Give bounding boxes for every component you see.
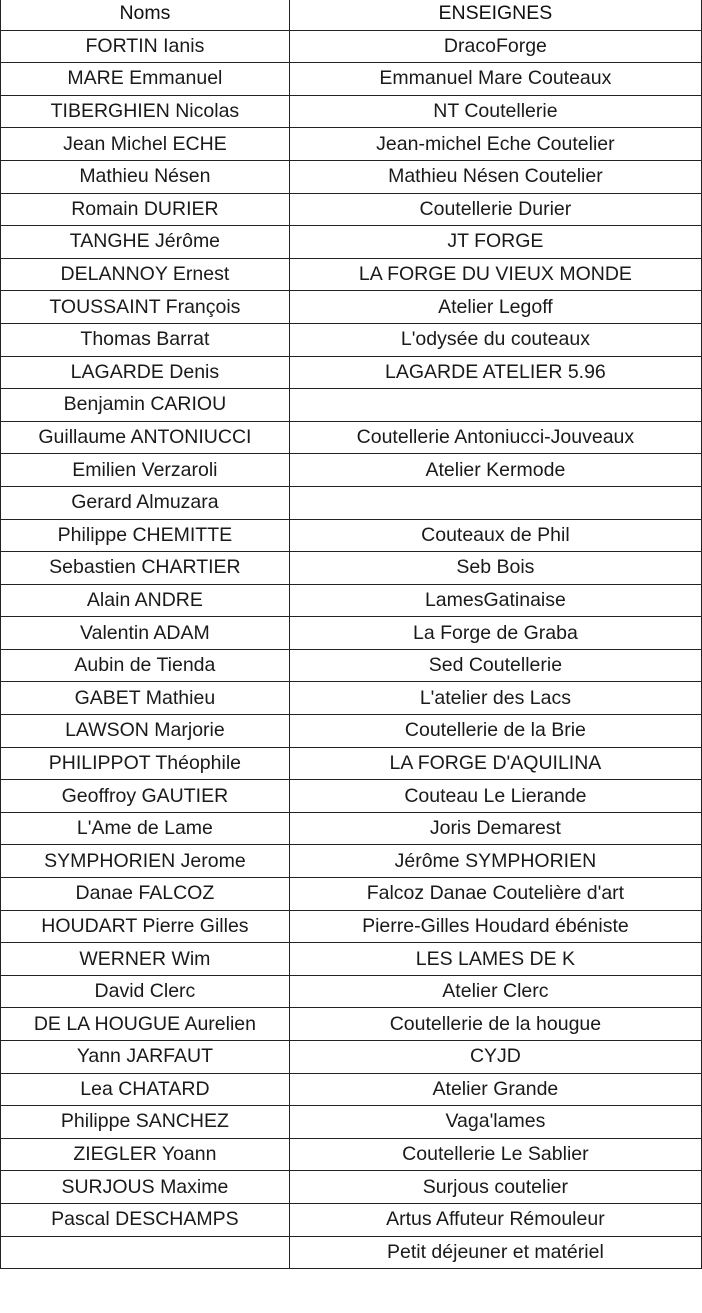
cell-nom: Philippe SANCHEZ: [1, 1106, 290, 1139]
cell-enseigne: Seb Bois: [289, 552, 701, 585]
table-row: [1, 1041, 702, 1074]
cell-enseigne: Joris Demarest: [289, 812, 701, 845]
table-row: [1, 95, 702, 128]
cell-enseigne: Atelier Grande: [289, 1073, 701, 1106]
table-row: [1, 1008, 702, 1041]
cell-nom: SYMPHORIEN Jerome: [1, 845, 290, 878]
table-row: [1, 258, 702, 291]
table-row: [1, 617, 702, 650]
cell-nom: L'Ame de Lame: [1, 812, 290, 845]
cell-enseigne: Jean-michel Eche Coutelier: [289, 128, 701, 161]
table-row: [1, 128, 702, 161]
cell-enseigne: Coutellerie Durier: [289, 193, 701, 226]
cell-enseigne: Atelier Kermode: [289, 454, 701, 487]
cell-enseigne: Atelier Legoff: [289, 291, 701, 324]
table-row: [1, 747, 702, 780]
cell-enseigne: Surjous coutelier: [289, 1171, 701, 1204]
table-row: [1, 160, 702, 193]
cell-nom: TANGHE Jérôme: [1, 226, 290, 259]
header-row: [1, 0, 702, 30]
table-row: [1, 1203, 702, 1236]
cell-enseigne: Jérôme SYMPHORIEN: [289, 845, 701, 878]
table-row: [1, 715, 702, 748]
table-row: [1, 910, 702, 943]
cell-enseigne: DracoForge: [289, 30, 701, 63]
cell-nom: Sebastien CHARTIER: [1, 552, 290, 585]
cell-nom: Romain DURIER: [1, 193, 290, 226]
table-row: [1, 454, 702, 487]
cell-nom: Philippe CHEMITTE: [1, 519, 290, 552]
cell-enseigne: Vaga'lames: [289, 1106, 701, 1139]
cell-nom: Gerard Almuzara: [1, 486, 290, 519]
table-row: [1, 682, 702, 715]
cell-nom: DE LA HOUGUE Aurelien: [1, 1008, 290, 1041]
cell-nom: Geoffroy GAUTIER: [1, 780, 290, 813]
cell-enseigne: Coutellerie Antoniucci-Jouveaux: [289, 421, 701, 454]
cell-nom: Danae FALCOZ: [1, 878, 290, 911]
cell-enseigne: Pierre-Gilles Houdard ébéniste: [289, 910, 701, 943]
cell-enseigne: Coutellerie de la hougue: [289, 1008, 701, 1041]
cell-nom: TOUSSAINT François: [1, 291, 290, 324]
cell-enseigne: Emmanuel Mare Couteaux: [289, 63, 701, 96]
cell-enseigne: LES LAMES DE K: [289, 943, 701, 976]
cell-enseigne: La Forge de Graba: [289, 617, 701, 650]
table-body: [1, 0, 702, 1269]
table-row: [1, 63, 702, 96]
table-row: [1, 291, 702, 324]
cell-enseigne: CYJD: [289, 1041, 701, 1074]
cell-nom: Yann JARFAUT: [1, 1041, 290, 1074]
cell-nom: Aubin de Tienda: [1, 649, 290, 682]
table-row: [1, 552, 702, 585]
cell-nom: MARE Emmanuel: [1, 63, 290, 96]
header-noms: Noms: [1, 0, 290, 30]
cell-enseigne: Mathieu Nésen Coutelier: [289, 160, 701, 193]
cell-nom: FORTIN Ianis: [1, 30, 290, 63]
cell-enseigne: Artus Affuteur Rémouleur: [289, 1203, 701, 1236]
cell-enseigne: Couteau Le Lierande: [289, 780, 701, 813]
cell-enseigne: LA FORGE DU VIEUX MONDE: [289, 258, 701, 291]
table-row: [1, 323, 702, 356]
cell-nom: Thomas Barrat: [1, 323, 290, 356]
table-row: [1, 356, 702, 389]
cell-enseigne: JT FORGE: [289, 226, 701, 259]
cell-nom: Guillaume ANTONIUCCI: [1, 421, 290, 454]
cell-enseigne: [289, 389, 701, 422]
cell-nom: Pascal DESCHAMPS: [1, 1203, 290, 1236]
table-row: [1, 519, 702, 552]
cell-nom: LAGARDE Denis: [1, 356, 290, 389]
cell-enseigne: Petit déjeuner et matériel: [289, 1236, 701, 1269]
table-row: [1, 1236, 702, 1269]
cell-nom: Valentin ADAM: [1, 617, 290, 650]
cell-nom: Jean Michel ECHE: [1, 128, 290, 161]
cell-nom: [1, 1236, 290, 1269]
header-enseignes: ENSEIGNES: [289, 0, 701, 30]
cell-nom: Lea CHATARD: [1, 1073, 290, 1106]
cell-nom: Benjamin CARIOU: [1, 389, 290, 422]
table-row: [1, 845, 702, 878]
table-row: [1, 1171, 702, 1204]
table-row: [1, 226, 702, 259]
cell-enseigne: LA FORGE D'AQUILINA: [289, 747, 701, 780]
cell-nom: SURJOUS Maxime: [1, 1171, 290, 1204]
cell-enseigne: NT Coutellerie: [289, 95, 701, 128]
cell-enseigne: LAGARDE ATELIER 5.96: [289, 356, 701, 389]
cell-enseigne: Sed Coutellerie: [289, 649, 701, 682]
table-row: [1, 1138, 702, 1171]
table-row: [1, 878, 702, 911]
cell-enseigne: Coutellerie Le Sablier: [289, 1138, 701, 1171]
cell-nom: Emilien Verzaroli: [1, 454, 290, 487]
table-row: [1, 1106, 702, 1139]
cell-nom: GABET Mathieu: [1, 682, 290, 715]
cell-nom: ZIEGLER Yoann: [1, 1138, 290, 1171]
cell-enseigne: Couteaux de Phil: [289, 519, 701, 552]
table-row: [1, 193, 702, 226]
table-row: [1, 421, 702, 454]
cell-nom: Alain ANDRE: [1, 584, 290, 617]
cell-nom: PHILIPPOT Théophile: [1, 747, 290, 780]
cell-enseigne: L'atelier des Lacs: [289, 682, 701, 715]
table-row: [1, 975, 702, 1008]
cell-enseigne: LamesGatinaise: [289, 584, 701, 617]
table-row: [1, 30, 702, 63]
cell-nom: Mathieu Nésen: [1, 160, 290, 193]
table-row: [1, 812, 702, 845]
cell-nom: David Clerc: [1, 975, 290, 1008]
table-row: [1, 1073, 702, 1106]
cell-enseigne: L'odysée du couteaux: [289, 323, 701, 356]
table-row: [1, 486, 702, 519]
cell-enseigne: Falcoz Danae Coutelière d'art: [289, 878, 701, 911]
cell-enseigne: [289, 486, 701, 519]
cell-enseigne: Coutellerie de la Brie: [289, 715, 701, 748]
table-row: [1, 943, 702, 976]
cell-nom: HOUDART Pierre Gilles: [1, 910, 290, 943]
cell-nom: TIBERGHIEN Nicolas: [1, 95, 290, 128]
table-row: [1, 649, 702, 682]
cell-nom: DELANNOY Ernest: [1, 258, 290, 291]
cell-enseigne: Atelier Clerc: [289, 975, 701, 1008]
table-row: [1, 584, 702, 617]
table-row: [1, 780, 702, 813]
table-row: [1, 389, 702, 422]
cell-nom: LAWSON Marjorie: [1, 715, 290, 748]
cell-nom: WERNER Wim: [1, 943, 290, 976]
